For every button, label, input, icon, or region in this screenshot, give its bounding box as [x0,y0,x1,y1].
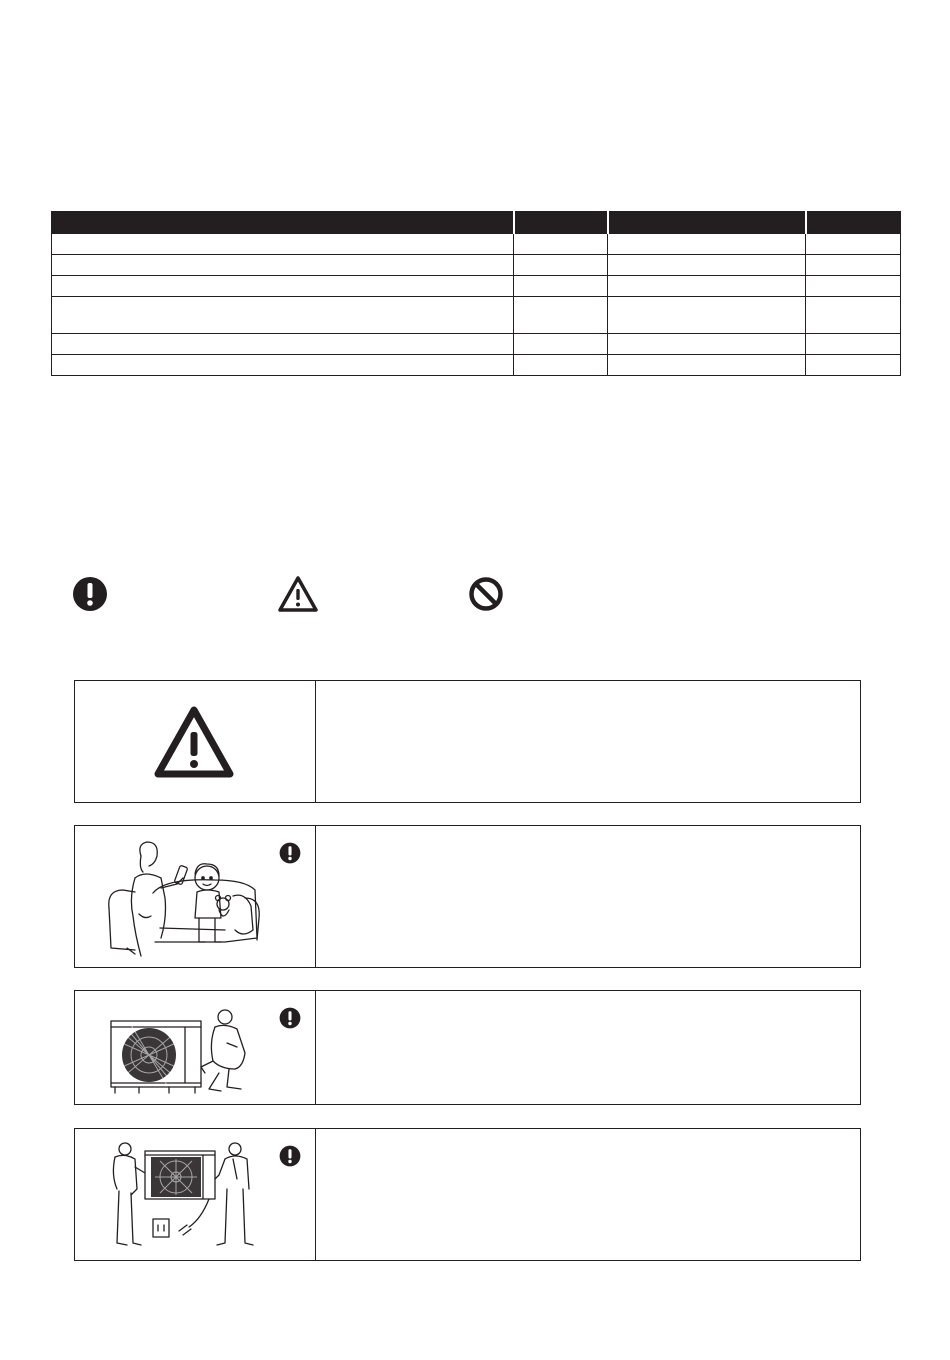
table-row [52,334,901,355]
table-cell [514,297,608,334]
mandatory-exclamation-icon [72,576,108,612]
table-cell [52,334,514,355]
table-cell [806,234,901,255]
legend-warning [278,576,328,612]
table-cell [52,276,514,297]
table-row [52,255,901,276]
spec-header-cell [806,212,901,234]
table-cell [52,234,514,255]
table-cell [608,276,806,297]
spec-header-cell [608,212,806,234]
table-cell [608,255,806,276]
table-row [52,297,901,334]
mandatory-exclamation-icon [279,1007,301,1029]
table-cell [514,276,608,297]
warning-box-picture [75,1129,316,1260]
table-row [52,355,901,376]
warning-box [74,990,861,1105]
table-cell [806,276,901,297]
table-cell [806,255,901,276]
table-cell [514,234,608,255]
table-cell [608,334,806,355]
table-cell [514,355,608,376]
warning-box-picture [75,991,316,1104]
table-cell [806,297,901,334]
table-cell [608,355,806,376]
mandatory-exclamation-icon [279,1145,301,1167]
legend-prohibited [468,576,514,612]
table-cell [806,334,901,355]
table-cell [514,334,608,355]
two-people-moving-unit-illustration [105,1139,265,1255]
prohibited-circle-icon [468,576,504,612]
warning-box-picture [75,681,316,802]
mandatory-exclamation-icon [279,842,301,864]
table-cell [52,355,514,376]
warning-triangle-icon [278,576,318,612]
legend-mandatory [72,576,118,612]
table-cell [806,355,901,376]
warning-box-picture [75,826,316,967]
table-row [52,234,901,255]
warning-box [74,1128,861,1261]
warning-triangle-icon [153,705,235,779]
spec-header-cell [514,212,608,234]
table-cell [52,255,514,276]
spec-table-header [52,212,901,234]
mother-child-remote-illustration [105,838,265,958]
technician-installing-unit-illustration [109,1003,259,1099]
spec-table [51,211,901,376]
table-cell [608,234,806,255]
table-row [52,276,901,297]
table-cell [52,297,514,334]
warning-box [74,825,861,968]
spec-header-cell [52,212,514,234]
warning-box [74,680,861,803]
table-cell [514,255,608,276]
table-cell [608,297,806,334]
